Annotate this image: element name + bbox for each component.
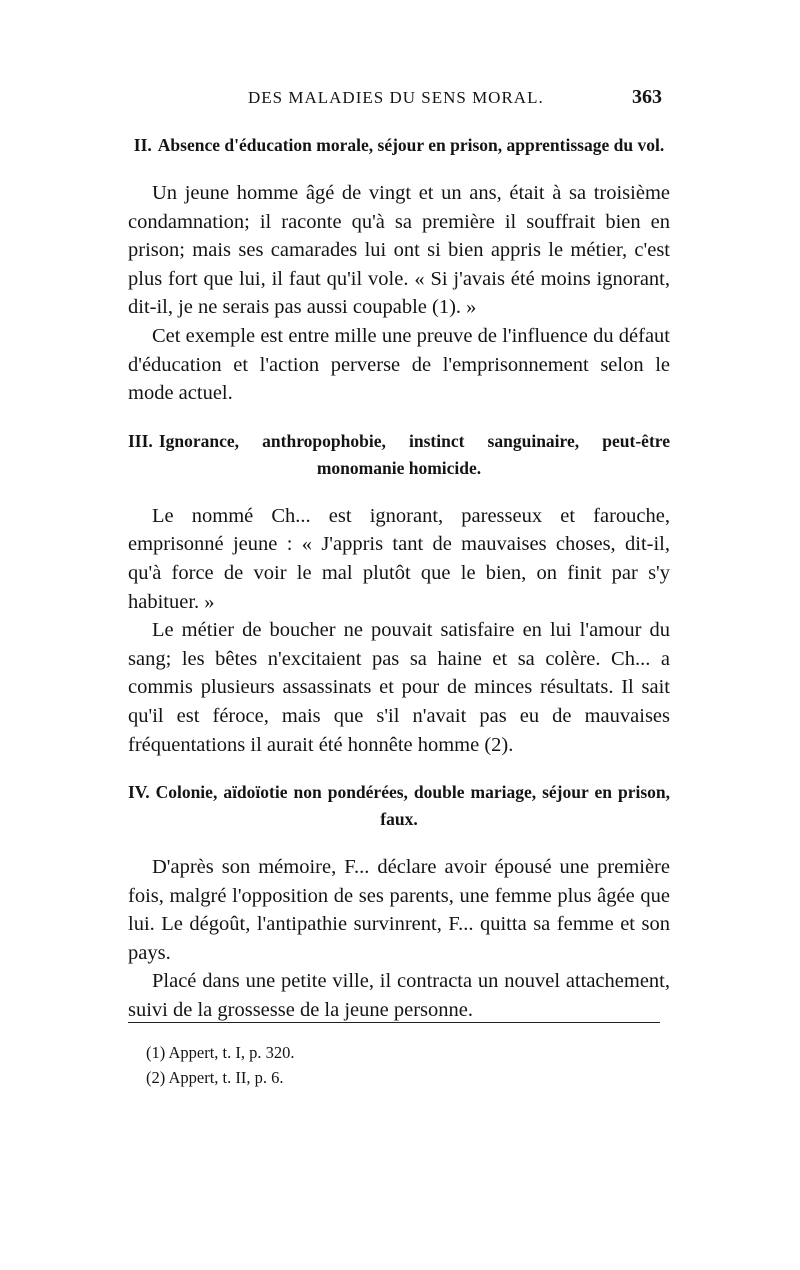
main-text	[128, 132, 670, 1025]
page-number: 363	[632, 86, 662, 108]
page-header	[0, 88, 800, 118]
section-title: Colonie, aïdoïotie non pondérées, double mariage, séjour en prison, faux.	[155, 782, 670, 830]
paragraph: Le métier de boucher ne pouvait satisfaire en lui l'amour du sang; les bêtes n'excitaient pas sa haine et sa colère. Ch... a commis plusieurs assassinats et pour de minces résultats. Il sait qu'il est féroce, mais que s'il n'avait pas eu de mauvaises fréquentations il aurait été honnête homme (2).	[128, 619, 670, 756]
section-number: IV.	[128, 782, 150, 803]
section-heading-2	[128, 132, 670, 159]
footnote-rule	[128, 1022, 660, 1023]
section-title: Absence d'éducation morale, séjour en prison, apprentissage du vol.	[157, 135, 665, 155]
paragraph: Un jeune homme âgé de vingt et un ans, était à sa troisième condamnation; il raconte qu'à sa première il souffrait bien en prison; mais ses camarades lui ont si bien appris le métier, c'est plus fort que lui, il faut qu'il vole. « Si j'avais été moins ignorant, dit-il, je ne serais pas aussi coupable (1). »	[128, 182, 670, 319]
paragraph: D'après son mémoire, F... déclare avoir épousé une première fois, malgré l'opposition de ses parents, une femme plus âgée que lui. Le dégoût, l'antipathie survinrent, F... quitta sa femme et son pays.	[128, 856, 670, 964]
footnotes	[146, 1040, 646, 1090]
footnote-2: (2) Appert, t. II, p. 6.	[146, 1068, 284, 1087]
paragraph: Cet exemple est entre mille une preuve de l'influence du défaut d'éducation et l'action perverse de l'emprisonnement selon le mode actuel.	[128, 324, 670, 405]
section-heading-3	[128, 428, 670, 482]
section-number: II.	[133, 135, 152, 155]
paragraph: Placé dans une petite ville, il contracta un nouvel attachement, suivi de la grossesse de la jeune personne.	[128, 970, 670, 1022]
section-heading-4	[128, 779, 670, 833]
paragraph: Le nommé Ch... est ignorant, paresseux et farouche, emprisonné jeune : « J'appris tant de mauvaises choses, dit-il, qu'à force de voir le mal plutôt que le bien, on finit par s'y habituer. »	[128, 504, 670, 613]
footnote-1: (1) Appert, t. I, p. 320.	[146, 1043, 295, 1062]
section-number: III.	[128, 430, 153, 451]
section-title: Ignorance, anthropophobie, instinct sanguinaire, peut-être monomanie homicide.	[158, 430, 670, 478]
running-head: DES MALADIES DU SENS MORAL.	[248, 88, 544, 107]
